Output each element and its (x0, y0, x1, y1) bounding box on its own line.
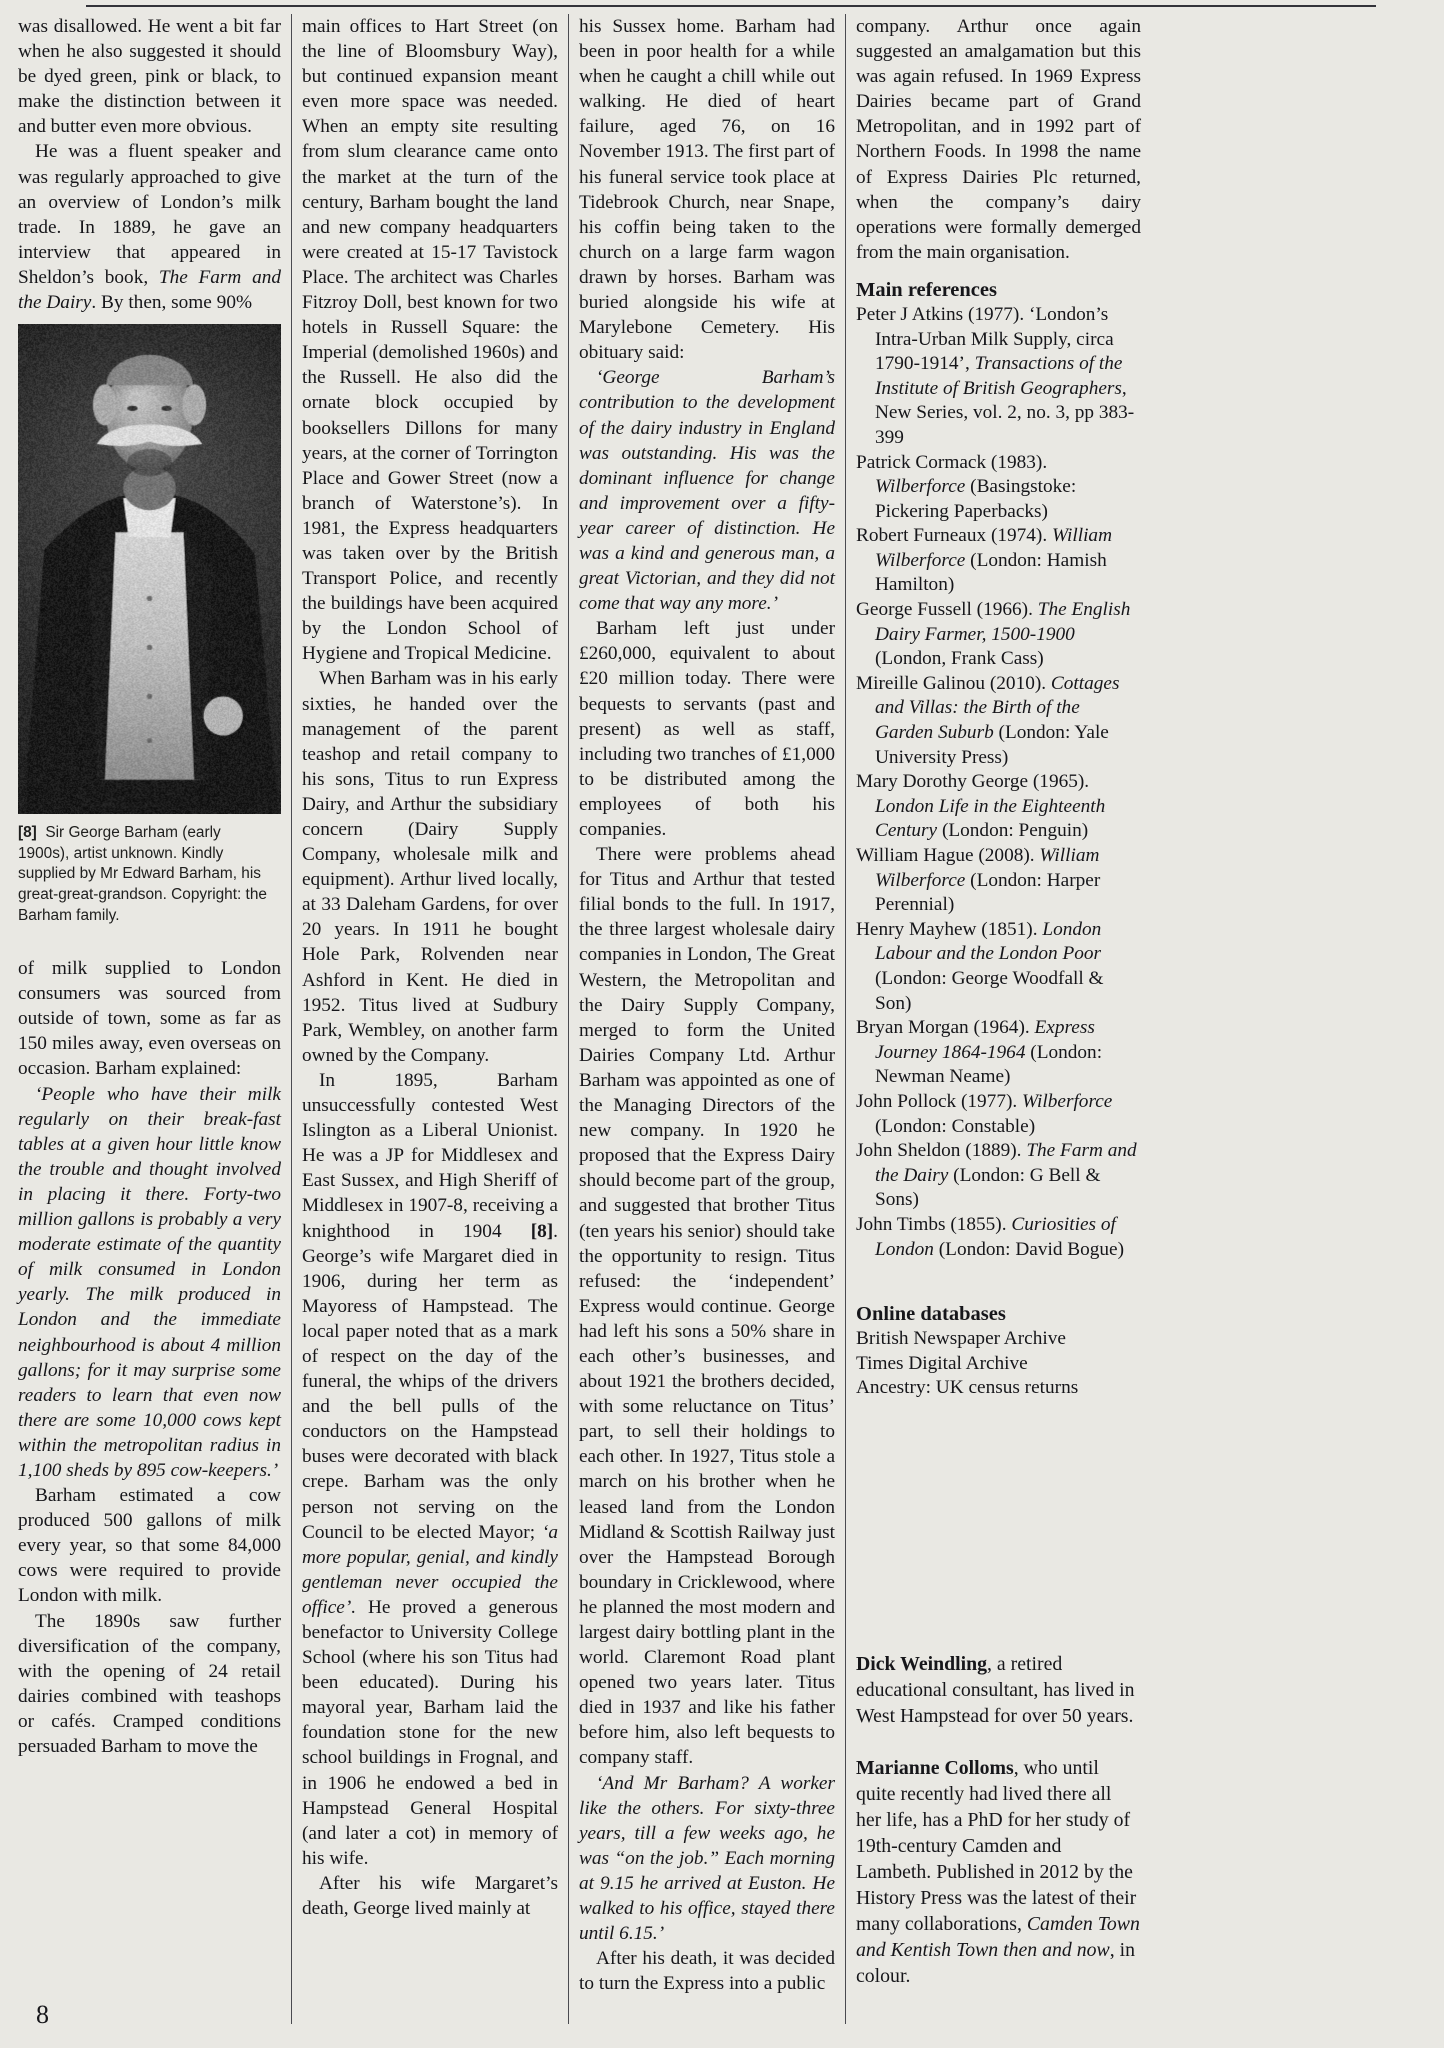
reference-item: Robert Furneaux (1974). William Wilberforce (London: Hamish Hamilton) (856, 525, 1112, 596)
author-bio-2 (856, 1755, 1141, 1989)
spacer (856, 1262, 1141, 1290)
column-4 (845, 14, 1145, 2024)
column-1 (14, 14, 291, 2029)
paragraph-tail: . George’s wife Margaret died in 1906, during her term as Mayoress of Hampstead. The local paper noted that as a mark of respect on the day of the funeral, the whips of the drivers and the bell pulls of the conductors on the Hampstead buses were decorated with black crepe. Barham was the only person not serving on the Council to be elected Mayor; (302, 1220, 558, 1543)
figure-ref: [8] (18, 824, 37, 842)
author-name: Marianne Colloms (856, 1756, 1014, 1779)
paragraph: After his wife Margaret’s death, George lived mainly at (302, 1872, 558, 1920)
databases-heading: Online databases (856, 1303, 1006, 1326)
author-bio-tail: , in colour. (856, 1938, 1135, 1987)
reference-item: Patrick Cormack (1983). Wilberforce (Basingstoke: Pickering Paperbacks) (856, 451, 1077, 522)
database-item: Ancestry: UK census returns (856, 1377, 1079, 1399)
column-3 (568, 14, 845, 2024)
top-rule (86, 5, 1376, 7)
block-quote: ‘George Barham’s contribution to the development of the dairy industry in England was outstanding. His was the dominant influence for change and improvement over a fifty-year career of distinction. He was a kind and generous man, a great Victorian, and they did not come that way any more.’ (579, 367, 835, 615)
page-number: 8 (36, 2000, 49, 2029)
paragraph: was disallowed. He went a bit far when he also suggested it should be dyed green, pink or black, to make the distinction between it and butter even more obvious. (18, 16, 281, 138)
photo-canvas (18, 324, 281, 814)
book-title-italic: Camden Town and Kentish Town then and now (856, 1912, 1140, 1961)
references-heading: Main references (856, 278, 997, 301)
author-bio-text: , a retired educational consultant, has lived in West Hampstead for over 50 years. (856, 1652, 1135, 1727)
author-name: Dick Weindling (856, 1652, 988, 1675)
block-quote: ‘And Mr Barham? A worker like the others. For sixty-three years, till a few weeks ago, he was “on the job.” Each morning at 9.15 he arrived at Euston. He walked to his office, stayed there until 6.15.’ (579, 1772, 835, 1945)
reference-item: Bryan Morgan (1964). Express Journey 1864-1964 (London: Newman Neame) (856, 1017, 1103, 1088)
reference-item: Mireille Galinou (2010). Cottages and Villas: the Birth of the Garden Suburb (London: Yale University Press) (856, 672, 1120, 768)
spacer (856, 1401, 1141, 1651)
reference-item: Mary Dorothy George (1965). London Life in the Eighteenth Century (London: Penguin) (856, 771, 1106, 842)
author-bio-1 (856, 1651, 1141, 1729)
paragraph: main offices to Hart Street (on the line of Bloomsbury Way), but continued expansion meant even more space was needed. When an empty site resulting from slum clearance came onto the market at the turn of the century, Barham bought the land and new company headquarters were created at 15-17 Tavistock Place. The architect was Charles Fitzroy Doll, best known for two hotels in Russell Square: the Imperial (demolished 1960s) and the Russell. He also did the ornate block occupied by booksellers Dillons for many years, at the corner of Torrington Place and Gower Street (now a branch of Waterstone’s). In 1981, the Express headquarters was taken over by the British Transport Police, and recently the buildings have been acquired by the London School of Hygiene and Tropical Medicine. (302, 16, 558, 665)
reference-item: George Fussell (1966). The English Dairy Farmer, 1500-1900 (London, Frank Cass) (856, 599, 1131, 670)
spacer (856, 1729, 1141, 1755)
figure (18, 324, 281, 926)
paragraph-text: He was a fluent speaker and was regularly approached to give an overview of London’s milk trade. In 1889, he gave an interview that appeared in Sheldon’s book, (18, 141, 281, 288)
paragraph-tail: . By then, some 90% (91, 292, 253, 314)
reference-item: Peter J Atkins (1977). ‘London’s Intra-Urban Milk Supply, circa 1790-1914’, Transactions of the Institute of British Geographers, New Series, vol. 2, no. 3, pp 383-399 (856, 303, 1135, 448)
paragraph: company. Arthur once again suggested an amalgamation but this was again refused. In 1969 Express Dairies became part of Grand Metropolitan, and in 1992 part of Northern Foods. In 1998 the name of Express Dairies Plc returned, when the company’s dairy operations were formally demerged from the main organisation. (856, 16, 1141, 263)
paragraph: his Sussex home. Barham had been in poor health for a while when he caught a chill while out walking. He died of heart failure, aged 76, on 16 November 1913. The first part of his funeral service took place at Tidebrook Church, near Snape, his coffin being taken to the church on a large farm wagon drawn by horses. Barham was buried alongside his wife at Marylebone Cemetery. His obituary said: (579, 16, 835, 364)
paragraph (302, 1068, 558, 1871)
inline-quote-italic: ‘a more popular, genial, and kindly gentleman never occupied the office’. (302, 1521, 558, 1618)
reference-item: Henry Mayhew (1851). London Labour and the London Poor (London: George Woodfall & Son) (856, 918, 1104, 1014)
block-quote: ‘People who have their milk regularly on their break-fast tables at a given hour little know the trouble and thought involved in placing it there. Forty-two million gallons is probably a very moderate estimate of the quantity of milk consumed in London yearly. The milk produced in London and the immediate neighbourhood is about 4 million gallons; for it may surprise some readers to learn that even now there are some 10,000 cows kept within the metropolitan radius in 1,100 sheds by 895 cow-keepers.’ (18, 1083, 281, 1481)
reference-item: John Sheldon (1889). The Farm and the Dairy (London: G Bell & Sons) (856, 1140, 1137, 1211)
figure-ref-inline: [8] (530, 1220, 554, 1242)
caption-text: Sir George Barham (early 1900s), artist unknown. Kindly supplied by Mr Edward Barham, his great-great-grandson. Copyright: the Barham family. (18, 824, 267, 924)
portrait-photograph (18, 324, 281, 814)
paragraph: Barham left just under £260,000, equivalent to about £20 million today. There were bequests to servants (past and present) as well as staff, including two tranches of £1,000 to be distributed among the employees of both his companies. (579, 618, 835, 840)
paragraph (18, 139, 281, 315)
databases-list (856, 1327, 1141, 1401)
author-bio-text: , who until quite recently had lived there all her life, has a PhD for her study of 19th-century Camden and Lambeth. Published in 2012 by the History Press was the latest of their many collaborations, (856, 1756, 1137, 1935)
column-2 (291, 14, 568, 2024)
book-title-italic: The Farm and the Dairy (18, 266, 281, 314)
figure-caption (18, 823, 281, 926)
paragraph: When Barham was in his early sixties, he handed over the management of the parent teashop and retail company to his sons, Titus to run Express Dairy, and Arthur the subsidiary concern (Dairy Supply Company, wholesale milk and equipment). Arthur lived locally, at 33 Daleham Gardens, for over 20 years. In 1911 he bought Hole Park, Rolvenden near Ashford in Kent. He died in 1952. Titus lived at Sudbury Park, Wembley, on another farm owned by the Company. (302, 668, 558, 1066)
paragraph-tail-2: He proved a generous benefactor to University College School (where his son Titus had been educated). During his mayoral year, Barham laid the foundation stone for the new school buildings in Frognal, and in 1906 he endowed a bed in Hampstead General Hospital (and later a cot) in memory of his wife. (302, 1596, 558, 1869)
column-layout (14, 14, 1430, 2029)
reference-item: John Pollock (1977). Wilberforce (London: Constable) (856, 1090, 1113, 1137)
paragraph-text: In 1895, Barham unsuccessfully contested West Islington as a Liberal Unionist. He was a JP for Middlesex and East Sussex, and High Sheriff of Middlesex in 1907-8, receiving a knighthood in 1904 (302, 1069, 558, 1242)
paragraph: There were problems ahead for Titus and Arthur that tested filial bonds to the full. In 1917, the three largest wholesale dairy companies in London, The Great Western, the Metropolitan and the Dairy Supply Company, merged to form the United Dairies Company Ltd. Arthur Barham was appointed as one of the Managing Directors of the new company. In 1920 he proposed that the Express Dairy should become part of the group, and suggested that brother Titus (ten years his senior) should take the opportunity to resign. Titus refused: the ‘independent’ Express would continue. George had left his sons a 50% share in each other’s businesses, and about 1921 the brothers decided, with some reluctance on Titus’ part, to sell their holdings to each other. In 1927, Titus stole a march on his brother when he leased land from the London Midland & Scottish Railway just over the Hampstead Borough boundary in Cricklewood, where he planned the most modern and largest dairy bottling plant in the world. Claremont Road plant opened two years later. Titus died in 1937 and like his father before him, also left bequests to company staff. (579, 844, 835, 1769)
reference-item: William Hague (2008). William Wilberforce (London: Harper Perennial) (856, 845, 1101, 916)
paragraph: Barham estimated a cow produced 500 gallons of milk every year, so that some 84,000 cows were required to provide London with milk. (18, 1485, 281, 1607)
reference-item: John Timbs (1855). Curiosities of London (London: David Bogue) (856, 1213, 1125, 1260)
spacer (18, 926, 281, 956)
database-item: Times Digital Archive (856, 1352, 1028, 1374)
database-item: British Newspaper Archive (856, 1328, 1066, 1350)
paragraph: After his death, it was decided to turn the Express into a public (579, 1948, 835, 1995)
references-list (856, 303, 1141, 1262)
paragraph: of milk supplied to London consumers was sourced from outside of town, some as far as 150 miles away, even overseas on occasion. Barham explained: (18, 958, 281, 1080)
paragraph: The 1890s saw further diversification of the company, with the opening of 24 retail dairies combined with teashops or cafés. Cramped conditions persuaded Barham to move the (18, 1610, 281, 1757)
